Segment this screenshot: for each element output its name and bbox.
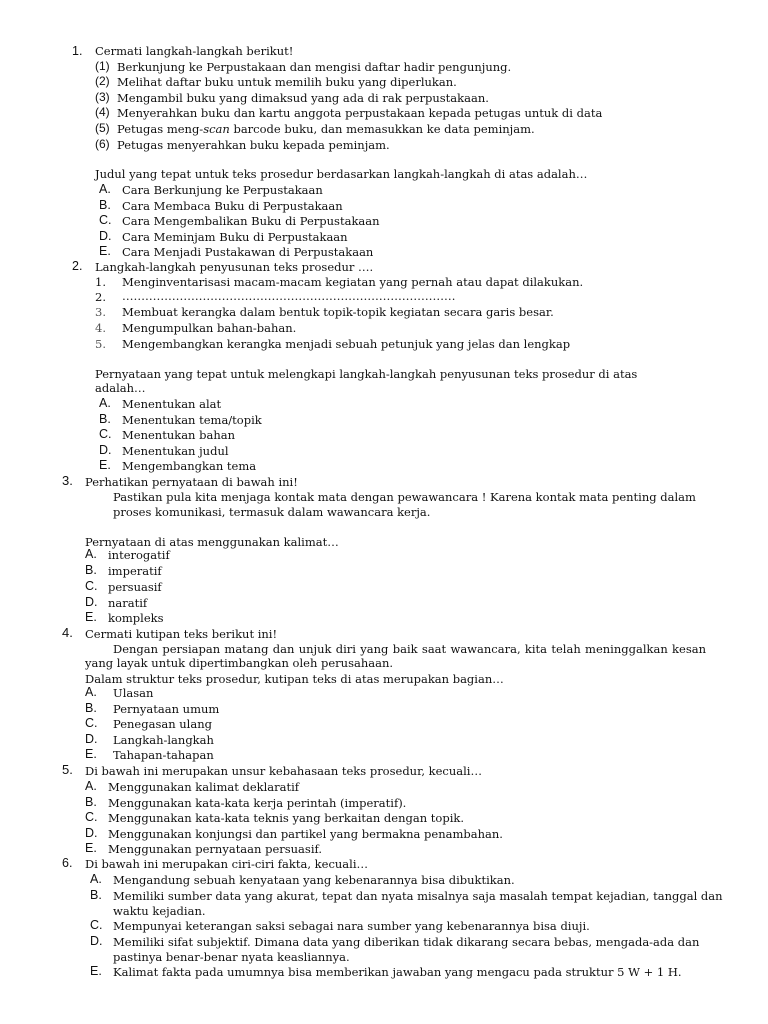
option-text-continued: pastinya benar-benar nyata keasliannya.	[113, 950, 350, 964]
option-text: Cara Membaca Buku di Perpustakaan	[122, 199, 343, 213]
option-text: Penegasan ulang	[113, 717, 212, 731]
question-number: 4.	[62, 625, 73, 640]
step-text: Menginventarisasi macam-macam kegiatan yang pernah atau dapat dilakukan.	[122, 275, 584, 289]
option-text: Menentukan judul	[122, 444, 229, 458]
option-letter: C.	[90, 918, 103, 932]
option-letter: E.	[85, 747, 97, 761]
option-text: Mengembangkan tema	[122, 459, 257, 473]
option-text: Menggunakan kata-kata kerja perintah (imperatif).	[108, 796, 407, 810]
option-text: Cara Menjadi Pustakawan di Perpustakaan	[122, 245, 374, 259]
option-letter: E.	[85, 841, 97, 855]
option-text: Menentukan tema/topik	[122, 413, 262, 427]
option-text: Mempunyai keterangan saksi sebagai nara sumber yang kebenarannya bisa diuji.	[113, 919, 590, 933]
option-text: kompleks	[108, 611, 164, 625]
step-text: Petugas meng-scan barcode buku, dan memasukkan ke data peminjam.	[117, 122, 535, 136]
step-number: (1)	[95, 59, 110, 73]
quoted-statement: proses komunikasi, termasuk dalam wawancara kerja.	[113, 505, 431, 519]
option-letter: B.	[85, 563, 97, 577]
option-text: Menentukan bahan	[122, 428, 236, 442]
option-letter: C.	[85, 810, 98, 824]
step-text: Melihat daftar buku untuk memilih buku yang diperlukan.	[117, 75, 457, 89]
option-letter: D.	[90, 934, 103, 948]
option-text: Memiliki sumber data yang akurat, tepat dan nyata misalnya saja masalah tempat kejadian, tanggal dan	[113, 889, 723, 903]
option-letter: E.	[99, 458, 111, 472]
question-number: 5.	[62, 762, 73, 777]
step-number: (5)	[95, 121, 110, 135]
option-letter: C.	[85, 716, 98, 730]
option-text: Cara Mengembalikan Buku di Perpustakaan	[122, 214, 380, 228]
option-letter: E.	[85, 610, 97, 624]
step-number: 4.	[95, 321, 106, 335]
option-text: Menentukan alat	[122, 397, 222, 411]
question-text: adalah…	[95, 381, 146, 395]
option-letter: A.	[99, 396, 111, 410]
question-number: 2.	[72, 259, 83, 273]
option-text: Menggunakan kata-kata teknis yang berkaitan dengan topik.	[108, 811, 464, 825]
option-text: persuasif	[108, 580, 162, 594]
option-letter: E.	[90, 964, 102, 978]
option-text: naratif	[108, 596, 148, 610]
step-number: 1.	[95, 275, 106, 289]
step-text: Menyerahkan buku dan kartu anggota perpustakaan kepada petugas untuk di data	[117, 106, 603, 120]
option-text: imperatif	[108, 564, 162, 578]
option-letter: D.	[99, 443, 112, 457]
question-prompt: Perhatikan pernyataan di bawah ini!	[85, 475, 298, 489]
question-text: Dalam struktur teks prosedur, kutipan teks di atas merupakan bagian…	[85, 672, 504, 686]
step-number: 5.	[95, 337, 106, 351]
question-text: Pernyataan yang tepat untuk melengkapi langkah-langkah penyusunan teks prosedur di atas	[95, 367, 638, 381]
option-letter: A.	[85, 685, 97, 699]
option-letter: D.	[99, 229, 112, 243]
option-letter: B.	[90, 888, 102, 902]
option-text: interogatif	[108, 548, 170, 562]
option-letter: D.	[85, 595, 98, 609]
option-text: Mengandung sebuah kenyataan yang kebenarannya bisa dibuktikan.	[113, 873, 515, 887]
option-letter: A.	[90, 872, 102, 886]
step-text: Mengambil buku yang dimaksud yang ada di rak perpustakaan.	[117, 91, 489, 105]
step-text: Berkunjung ke Perpustakaan dan mengisi daftar hadir pengunjung.	[117, 60, 512, 74]
option-text: Tahapan-tahapan	[113, 748, 214, 762]
option-letter: A.	[85, 547, 97, 561]
option-text: Cara Meminjam Buku di Perpustakaan	[122, 230, 348, 244]
option-text: Menggunakan konjungsi dan partikel yang bermakna penambahan.	[108, 827, 503, 841]
option-letter: A.	[85, 779, 97, 793]
option-text: Memiliki sifat subjektif. Dimana data yang diberikan tidak dikarang secara bebas, mengada-ada dan	[113, 935, 700, 949]
option-letter: B.	[85, 701, 97, 715]
option-text: Langkah-langkah	[113, 733, 214, 747]
quoted-passage: Dengan persiapan matang dan unjuk diri yang baik saat wawancara, kita telah meninggalkan kesan yang layak untuk dipertimbangkan oleh perusahaan.	[85, 642, 706, 670]
option-letter: B.	[99, 412, 111, 426]
question-prompt: Cermati langkah-langkah berikut!	[95, 44, 294, 58]
question-text: Judul yang tepat untuk teks prosedur berdasarkan langkah-langkah di atas adalah…	[95, 167, 588, 181]
option-letter: A.	[99, 182, 111, 196]
option-text: Menggunakan kalimat deklaratif	[108, 780, 300, 794]
step-number: 2.	[95, 290, 106, 304]
option-letter: D.	[85, 732, 98, 746]
option-letter: C.	[85, 579, 98, 593]
quoted-statement: Pastikan pula kita menjaga kontak mata dengan pewawancara ! Karena kontak mata penting dalam	[113, 490, 696, 504]
option-letter: B.	[99, 198, 111, 212]
option-letter: D.	[85, 826, 98, 840]
question-prompt: Cermati kutipan teks berikut ini!	[85, 627, 278, 641]
question-number: 1.	[72, 44, 83, 58]
option-letter: C.	[99, 427, 112, 441]
option-text: Kalimat fakta pada umumnya bisa memberikan jawaban yang mengacu pada struktur 5 W + 1 H.	[113, 965, 682, 979]
option-text: Pernyataan umum	[113, 702, 220, 716]
step-blank: ……………………………………………………………………………	[122, 289, 456, 303]
step-text: Mengembangkan kerangka menjadi sebuah petunjuk yang jelas dan lengkap	[122, 337, 571, 351]
option-letter: E.	[99, 244, 111, 258]
step-text: Membuat kerangka dalam bentuk topik-topik kegiatan secara garis besar.	[122, 305, 554, 319]
step-number: 3.	[95, 305, 106, 319]
question-number: 3.	[62, 473, 73, 488]
question-prompt: Di bawah ini merupakan unsur kebahasaan teks prosedur, kecuali…	[85, 764, 482, 778]
question-prompt: Langkah-langkah penyusunan teks prosedur ….	[95, 260, 374, 274]
step-text: Mengumpulkan bahan-bahan.	[122, 321, 297, 335]
option-text-continued: waktu kejadian.	[113, 904, 206, 918]
option-letter: B.	[85, 795, 97, 809]
question-text: Pernyataan di atas menggunakan kalimat…	[85, 535, 339, 549]
option-text: Menggunakan pernyataan persuasif.	[108, 842, 322, 856]
option-text: Ulasan	[113, 686, 154, 700]
step-number: (2)	[95, 74, 110, 88]
step-number: (6)	[95, 137, 110, 151]
step-number: (4)	[95, 105, 110, 119]
step-number: (3)	[95, 90, 110, 104]
step-text: Petugas menyerahkan buku kepada peminjam.	[117, 138, 390, 152]
question-number: 6.	[62, 856, 73, 870]
option-letter: C.	[99, 213, 112, 227]
question-prompt: Di bawah ini merupakan ciri-ciri fakta, kecuali…	[85, 857, 369, 871]
option-text: Cara Berkunjung ke Perpustakaan	[122, 183, 323, 197]
